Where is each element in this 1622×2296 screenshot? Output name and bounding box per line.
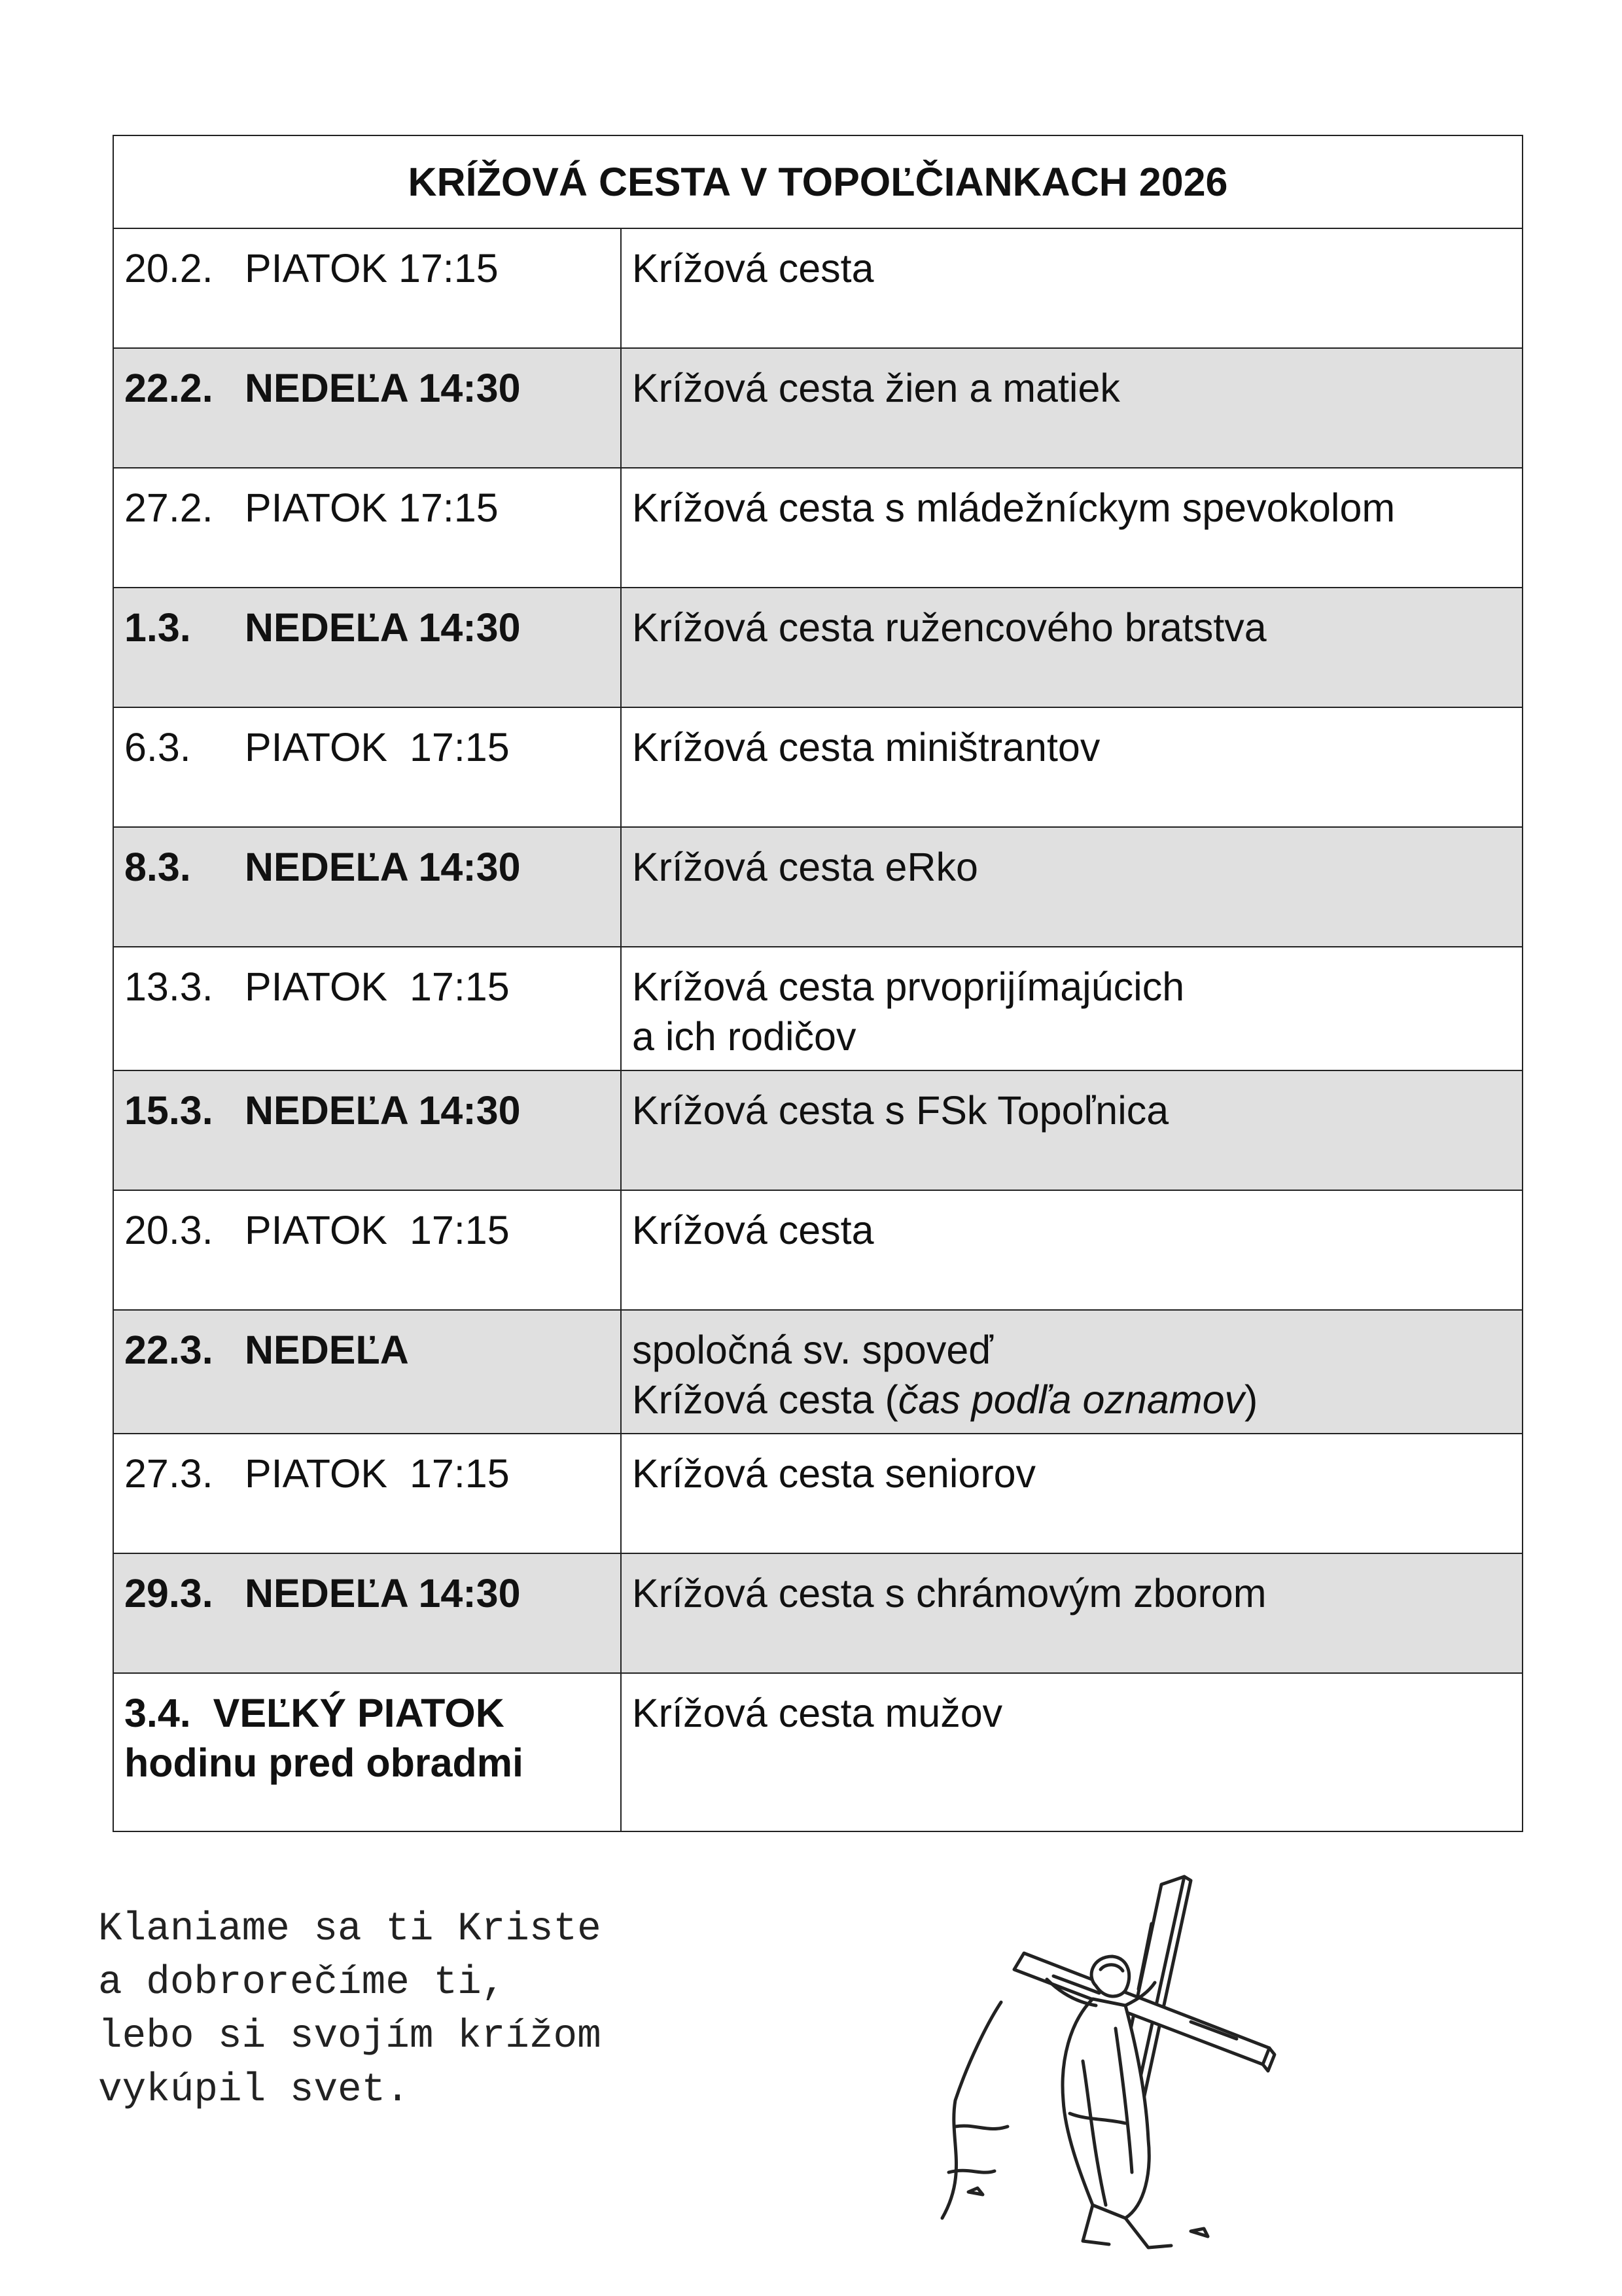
day-time: NEDEĽA 14:30	[245, 1571, 521, 1616]
date-cell	[113, 707, 621, 827]
date-cell	[113, 468, 621, 588]
date-cell	[113, 1673, 621, 1831]
date: 3.4.	[124, 1691, 191, 1735]
day-time: NEDEĽA	[245, 1328, 409, 1372]
table-row	[113, 1190, 1523, 1310]
event-cell	[621, 707, 1523, 827]
schedule-table	[113, 135, 1523, 1832]
event-cell	[621, 1673, 1523, 1831]
event: Krížová cesta prvoprijímajúcich	[632, 964, 1185, 1009]
event-line-2: a ich rodičov	[632, 1014, 856, 1059]
table-row	[113, 1310, 1523, 1434]
event: Krížová cesta	[632, 246, 874, 291]
date-cell	[113, 1553, 621, 1673]
event-cell	[621, 1070, 1523, 1190]
date-cell	[113, 1310, 621, 1434]
date: 27.3.	[124, 1451, 213, 1496]
date-cell	[113, 348, 621, 468]
prayer-line: lebo si svojím krížom	[98, 2014, 601, 2059]
date: 20.3.	[124, 1208, 213, 1252]
date-cell	[113, 827, 621, 947]
jesus-carrying-cross-illustration	[929, 1865, 1335, 2270]
table-row	[113, 1434, 1523, 1553]
event: Krížová cesta	[632, 1208, 874, 1252]
event-cell	[621, 348, 1523, 468]
date: 22.2.	[124, 366, 213, 410]
date-cell	[113, 1070, 621, 1190]
day-time: PIATOK 17:15	[245, 725, 510, 769]
event-line-2-prefix: Krížová cesta (	[632, 1377, 898, 1422]
day-time: NEDEĽA 14:30	[245, 1088, 521, 1133]
prayer-line: Klaniame sa ti Kriste	[98, 1907, 601, 1952]
table-row	[113, 827, 1523, 947]
date-cell	[113, 1190, 621, 1310]
table-row	[113, 707, 1523, 827]
event-cell	[621, 1434, 1523, 1553]
event: Krížová cesta s chrámovým zborom	[632, 1571, 1267, 1616]
day-time: VEĽKÝ PIATOK	[213, 1691, 504, 1735]
prayer-text	[98, 1903, 601, 2117]
date: 29.3.	[124, 1571, 213, 1616]
date-cell	[113, 1434, 621, 1553]
event-cell	[621, 947, 1523, 1070]
prayer-line: vykúpil svet.	[98, 2068, 410, 2113]
day-time: PIATOK 17:15	[245, 964, 510, 1009]
event-cell	[621, 827, 1523, 947]
day-time: NEDEĽA 14:30	[245, 605, 521, 650]
event-cell	[621, 468, 1523, 588]
day-time: PIATOK 17:15	[245, 1451, 510, 1496]
table-row	[113, 1070, 1523, 1190]
day-time: NEDEĽA 14:30	[245, 845, 521, 889]
date-cell	[113, 228, 621, 348]
date: 8.3.	[124, 845, 191, 889]
day-time: PIATOK 17:15	[245, 246, 499, 291]
table-row	[113, 947, 1523, 1070]
table-row	[113, 588, 1523, 707]
day-time: NEDEĽA 14:30	[245, 366, 521, 410]
table-row	[113, 1553, 1523, 1673]
table-row	[113, 1673, 1523, 1831]
date: 20.2.	[124, 246, 213, 291]
date: 1.3.	[124, 605, 191, 650]
date: 15.3.	[124, 1088, 213, 1133]
event: Krížová cesta ružencového bratstva	[632, 605, 1267, 650]
event: Krížová cesta seniorov	[632, 1451, 1036, 1496]
event-line-2-italic: čas podľa oznamov	[898, 1377, 1245, 1422]
table-row	[113, 228, 1523, 348]
event-line-2-suffix: )	[1244, 1377, 1258, 1422]
date-cell	[113, 588, 621, 707]
event: Krížová cesta s mládežníckym spevokolom	[632, 486, 1396, 530]
event: Krížová cesta miništrantov	[632, 725, 1101, 769]
event-line-2	[632, 1375, 1511, 1424]
table-row	[113, 348, 1523, 468]
event: Krížová cesta mužov	[632, 1691, 1003, 1735]
title-row	[113, 135, 1523, 228]
event: Krížová cesta eRko	[632, 845, 978, 889]
event: Krížová cesta žien a matiek	[632, 366, 1120, 410]
date-cell	[113, 947, 621, 1070]
date: 13.3.	[124, 964, 213, 1009]
date: 27.2.	[124, 486, 213, 530]
prayer-line: a dobrorečíme ti,	[98, 1960, 506, 2005]
event-cell	[621, 1190, 1523, 1310]
schedule-title: KRÍŽOVÁ CESTA V TOPOĽČIANKACH 2026	[113, 135, 1523, 228]
date: 6.3.	[124, 725, 191, 769]
event: Krížová cesta s FSk Topoľnica	[632, 1088, 1169, 1133]
date: 22.3.	[124, 1328, 213, 1372]
day-time-line-2: hodinu pred obradmi	[124, 1740, 523, 1785]
event-cell	[621, 228, 1523, 348]
day-time: PIATOK 17:15	[245, 486, 499, 530]
event-cell	[621, 1310, 1523, 1434]
event-cell	[621, 1553, 1523, 1673]
day-time: PIATOK 17:15	[245, 1208, 510, 1252]
event: spoločná sv. spoveď	[632, 1328, 993, 1372]
event-cell	[621, 588, 1523, 707]
table-row	[113, 468, 1523, 588]
